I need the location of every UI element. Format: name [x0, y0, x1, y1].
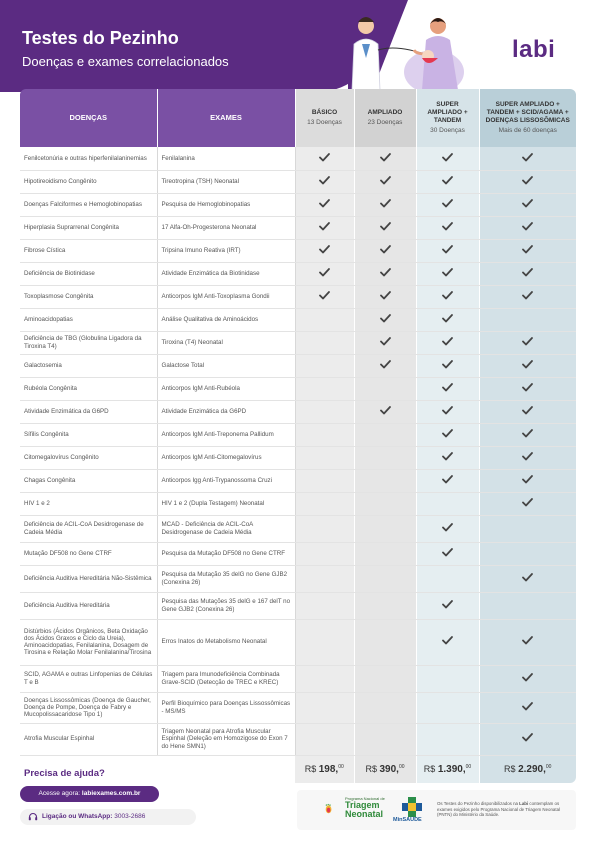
- exam-cell: Triagem Neonatal para Atrofia Muscular Espinhal (Deleção em Homozigose do Exon 7 do Hene SMN1): [157, 723, 295, 755]
- check-cell: [295, 565, 354, 592]
- plan-count: 13 Doenças: [307, 119, 342, 126]
- check-cell: [479, 262, 576, 285]
- check-icon: [319, 199, 330, 208]
- check-cell: [295, 665, 354, 692]
- check-cell: [354, 308, 416, 331]
- disease-cell: Deficiência Auditiva Hereditária: [20, 592, 157, 619]
- disease-cell: Citomegalovírus Congênito: [20, 446, 157, 469]
- check-cell: [416, 354, 479, 377]
- check-cell: [295, 619, 354, 665]
- exam-cell: HIV 1 e 2 (Dupla Testagem) Neonatal: [157, 492, 295, 515]
- check-icon: [380, 268, 391, 277]
- doctor-baby-illustration: [338, 14, 478, 90]
- check-cell: [354, 469, 416, 492]
- disease-cell: Fenilcetonúria e outras hiperfenilalaninemias: [20, 147, 157, 170]
- check-cell: [295, 193, 354, 216]
- check-icon: [522, 245, 533, 254]
- check-cell: [416, 469, 479, 492]
- check-icon: [442, 314, 453, 323]
- plan-count: 23 Doenças: [367, 119, 403, 126]
- check-icon: [380, 360, 391, 369]
- check-cell: [295, 147, 354, 170]
- check-cell: [416, 308, 479, 331]
- check-cell: [295, 400, 354, 423]
- check-cell: [479, 216, 576, 239]
- disease-cell: Hipotireoidismo Congênito: [20, 170, 157, 193]
- exam-cell: Pesquisa das Mutações 35 delG e 167 delT no Gene GJB2 (Conexina 26): [157, 592, 295, 619]
- tn-logo-text: Triagem Neonatal: [345, 800, 384, 819]
- column-header-super-ampliado-tandem: [416, 89, 479, 147]
- column-header-super-ampliado-full: [479, 89, 576, 147]
- check-cell: [416, 147, 479, 170]
- check-cell: [295, 692, 354, 723]
- check-cell: [295, 239, 354, 262]
- exam-cell: Erros Inatos do Metabolismo Neonatal: [157, 619, 295, 665]
- check-icon: [522, 452, 533, 461]
- disease-cell: Distúrbios (Ácidos Orgânicos, Beta Oxidação dos Ácidos Graxos e Ciclo da Ureia), Aminoacidopatias, Fenilalanina, Dosagem de Tirosina e Relação Molar Fenilalanina/Tirosina: [20, 619, 157, 665]
- check-cell: [354, 446, 416, 469]
- price-basico: R$ 198,00: [295, 755, 354, 783]
- check-cell: [416, 492, 479, 515]
- check-cell: [416, 216, 479, 239]
- check-icon: [319, 291, 330, 300]
- check-cell: [479, 331, 576, 354]
- plan-name: SUPER AMPLIADO + TANDEM: [427, 100, 468, 124]
- check-icon: [380, 291, 391, 300]
- page-subtitle: Doenças e exames correlacionados: [22, 54, 229, 69]
- check-icon: [442, 268, 453, 277]
- triagem-neonatal-foot-icon: [325, 798, 345, 820]
- check-icon: [522, 337, 533, 346]
- check-cell: [295, 469, 354, 492]
- disease-cell: Hiperplasia Suprarrenal Congênita: [20, 216, 157, 239]
- check-icon: [380, 314, 391, 323]
- check-icon: [442, 291, 453, 300]
- check-icon: [380, 153, 391, 162]
- check-cell: [479, 723, 576, 755]
- column-header-doencas: DOENÇAS: [20, 89, 157, 147]
- table-row: [20, 239, 576, 262]
- check-cell: [479, 239, 576, 262]
- page-title: Testes do Pezinho: [22, 28, 179, 48]
- check-cell: [295, 377, 354, 400]
- check-cell: [416, 331, 479, 354]
- exam-cell: Atividade Enzimática da G6PD: [157, 400, 295, 423]
- check-icon: [442, 523, 453, 532]
- check-cell: [416, 565, 479, 592]
- disease-cell: Fibrose Cística: [20, 239, 157, 262]
- check-cell: [416, 723, 479, 755]
- price-super-ampliado-tandem: R$ 1.390,00: [416, 755, 479, 783]
- check-icon: [442, 548, 453, 557]
- check-cell: [295, 723, 354, 755]
- disease-cell: Deficiência de Biotinidase: [20, 262, 157, 285]
- table-row: [20, 331, 576, 354]
- disease-cell: Galactosemia: [20, 354, 157, 377]
- disease-exam-table: [20, 89, 576, 783]
- phone-headset-icon: [28, 812, 38, 822]
- table-header-row: [20, 89, 576, 147]
- exam-cell: Análise Qualitativa de Aminoácidos: [157, 308, 295, 331]
- footer-note: Os Testes do Pezinho disponibilizados na Labi contemplam os exames exigidos pelo Programa Nacional de Triagem Neonatal (PNTN) do Ministério da Saúde.: [437, 801, 561, 818]
- check-cell: [479, 354, 576, 377]
- table-row: [20, 592, 576, 619]
- disease-cell: Rubéola Congênita: [20, 377, 157, 400]
- check-cell: [295, 308, 354, 331]
- disease-cell: Deficiência de TBG (Globulina Ligadora da Tiroxina T4): [20, 331, 157, 354]
- check-cell: [295, 446, 354, 469]
- table-row: [20, 542, 576, 565]
- exam-cell: Perfil Bioquímico para Doenças Lissossômicas - MS/MS: [157, 692, 295, 723]
- table-row: [20, 377, 576, 400]
- exam-cell: Anticorpos IgM Anti-Citomegalovírus: [157, 446, 295, 469]
- exam-cell: Anticorpos IgM Anti-Toxoplasma Gondii: [157, 285, 295, 308]
- table-row: [20, 565, 576, 592]
- check-cell: [479, 492, 576, 515]
- check-cell: [295, 542, 354, 565]
- check-cell: [479, 592, 576, 619]
- column-header-exames: EXAMES: [157, 89, 295, 147]
- check-cell: [416, 239, 479, 262]
- table-row: [20, 147, 576, 170]
- check-cell: [354, 354, 416, 377]
- disease-cell: Atividade Enzimática da G6PD: [20, 400, 157, 423]
- check-icon: [442, 245, 453, 254]
- check-cell: [416, 170, 479, 193]
- column-header-basico: [295, 89, 354, 147]
- check-cell: [416, 542, 479, 565]
- check-icon: [442, 383, 453, 392]
- check-cell: [479, 619, 576, 665]
- check-cell: [479, 469, 576, 492]
- check-cell: [479, 565, 576, 592]
- check-cell: [479, 515, 576, 542]
- check-cell: [354, 619, 416, 665]
- check-cell: [416, 193, 479, 216]
- table-row: [20, 308, 576, 331]
- check-icon: [522, 733, 533, 742]
- exam-cell: Atividade Enzimática da Biotinidase: [157, 262, 295, 285]
- check-cell: [295, 492, 354, 515]
- check-icon: [380, 222, 391, 231]
- check-cell: [479, 542, 576, 565]
- disease-cell: Deficiência Auditiva Hereditária Não-Sistêmica: [20, 565, 157, 592]
- disease-cell: Mutação DF508 no Gene CTRF: [20, 542, 157, 565]
- disease-cell: Atrofia Muscular Espinhal: [20, 723, 157, 755]
- table-row: [20, 619, 576, 665]
- check-cell: [354, 331, 416, 354]
- check-icon: [442, 636, 453, 645]
- check-cell: [354, 216, 416, 239]
- check-cell: [295, 354, 354, 377]
- disease-cell: Toxoplasmose Congênita: [20, 285, 157, 308]
- table-row: [20, 400, 576, 423]
- check-icon: [522, 406, 533, 415]
- check-cell: [416, 515, 479, 542]
- website-link-button[interactable]: [20, 786, 159, 802]
- check-cell: [354, 262, 416, 285]
- check-cell: [295, 262, 354, 285]
- plan-count: Mais de 60 doenças: [498, 127, 557, 135]
- check-icon: [319, 245, 330, 254]
- check-icon: [442, 337, 453, 346]
- price-super-ampliado-full: R$ 2.290,00: [479, 755, 576, 783]
- disease-cell: Deficiência de ACIL-CoA Desidrogenase de Cadeia Média: [20, 515, 157, 542]
- exam-cell: Tripsina Imuno Reativa (IRT): [157, 239, 295, 262]
- check-icon: [380, 337, 391, 346]
- table-row: [20, 285, 576, 308]
- disease-cell: SCID, AGAMA e outras Linfopenias de Células T e B: [20, 665, 157, 692]
- exam-cell: Anticorpos Igg Anti-Trypanossoma Cruzi: [157, 469, 295, 492]
- check-icon: [522, 176, 533, 185]
- check-icon: [319, 222, 330, 231]
- check-cell: [416, 619, 479, 665]
- check-icon: [522, 383, 533, 392]
- help-title: Precisa de ajuda?: [24, 768, 105, 779]
- check-cell: [354, 592, 416, 619]
- column-header-ampliado: [354, 89, 416, 147]
- check-cell: [295, 515, 354, 542]
- table-row: [20, 193, 576, 216]
- check-cell: [479, 308, 576, 331]
- check-cell: [295, 592, 354, 619]
- check-cell: [354, 285, 416, 308]
- ministry-health-cross-icon: [401, 796, 423, 818]
- plan-count: 30 Doenças: [430, 127, 465, 135]
- check-icon: [522, 429, 533, 438]
- check-icon: [319, 153, 330, 162]
- whatsapp-number: 3003-2686: [114, 813, 146, 820]
- check-cell: [354, 542, 416, 565]
- check-cell: [479, 665, 576, 692]
- check-cell: [354, 423, 416, 446]
- exam-cell: Pesquisa de Hemoglobinopatias: [157, 193, 295, 216]
- check-cell: [416, 377, 479, 400]
- check-cell: [479, 423, 576, 446]
- exam-cell: MCAD - Deficiência de ACIL-CoA Desidrogenase de Cadeia Média: [157, 515, 295, 542]
- check-cell: [416, 665, 479, 692]
- check-icon: [522, 268, 533, 277]
- table-row: [20, 492, 576, 515]
- disease-cell: Doenças Lissossômicas (Doença de Gaucher, Doença de Pompe, Doença de Fabry e Mucopolissacaridose Tipo 1): [20, 692, 157, 723]
- check-cell: [479, 170, 576, 193]
- check-cell: [479, 147, 576, 170]
- check-icon: [442, 600, 453, 609]
- exam-cell: Pesquisa da Mutação 35 delG no Gene GJB2 (Conexina 26): [157, 565, 295, 592]
- table-row: [20, 216, 576, 239]
- check-icon: [522, 199, 533, 208]
- exam-cell: 17 Alfa-Oh-Progesterona Neonatal: [157, 216, 295, 239]
- check-cell: [354, 665, 416, 692]
- check-icon: [319, 176, 330, 185]
- table-row: [20, 423, 576, 446]
- exam-cell: Fenilalanina: [157, 147, 295, 170]
- check-icon: [380, 176, 391, 185]
- check-icon: [522, 636, 533, 645]
- check-cell: [479, 193, 576, 216]
- disease-cell: Sífilis Congênita: [20, 423, 157, 446]
- table-row: [20, 354, 576, 377]
- table-row: [20, 692, 576, 723]
- exam-cell: Galactose Total: [157, 354, 295, 377]
- check-icon: [380, 245, 391, 254]
- tn-small-label: Programa Nacional de: [345, 796, 385, 801]
- exam-cell: Anticorpos IgM Anti-Rubéola: [157, 377, 295, 400]
- check-cell: [479, 446, 576, 469]
- check-cell: [354, 723, 416, 755]
- check-icon: [522, 222, 533, 231]
- check-cell: [416, 692, 479, 723]
- check-cell: [479, 377, 576, 400]
- check-cell: [479, 692, 576, 723]
- check-cell: [354, 239, 416, 262]
- check-cell: [354, 492, 416, 515]
- price-ampliado: R$ 390,00: [354, 755, 416, 783]
- check-cell: [295, 216, 354, 239]
- check-icon: [522, 291, 533, 300]
- exam-cell: Anticorpos IgM Anti-Treponema Pallidum: [157, 423, 295, 446]
- check-cell: [354, 170, 416, 193]
- check-icon: [442, 406, 453, 415]
- check-icon: [442, 153, 453, 162]
- check-cell: [354, 400, 416, 423]
- check-cell: [354, 565, 416, 592]
- website-link[interactable]: labiexames.com.br: [81, 790, 141, 797]
- check-icon: [522, 498, 533, 507]
- whatsapp-button[interactable]: [20, 809, 196, 825]
- check-cell: [416, 592, 479, 619]
- check-icon: [522, 673, 533, 682]
- check-cell: [354, 377, 416, 400]
- check-icon: [442, 429, 453, 438]
- check-cell: [416, 423, 479, 446]
- table-row: [20, 665, 576, 692]
- check-cell: [354, 692, 416, 723]
- check-icon: [522, 360, 533, 369]
- disease-cell: Aminoacidopatias: [20, 308, 157, 331]
- check-icon: [319, 268, 330, 277]
- table-row: [20, 170, 576, 193]
- plan-name: AMPLIADO: [367, 108, 403, 116]
- check-cell: [416, 400, 479, 423]
- ministry-label: MinSAÚDE: [393, 817, 422, 823]
- check-icon: [442, 452, 453, 461]
- table-row: [20, 469, 576, 492]
- check-cell: [295, 170, 354, 193]
- check-icon: [442, 222, 453, 231]
- check-icon: [442, 176, 453, 185]
- check-icon: [522, 475, 533, 484]
- disease-cell: Chagas Congênita: [20, 469, 157, 492]
- exam-cell: Pesquisa da Mutação DF508 no Gene CTRF: [157, 542, 295, 565]
- exam-cell: Tireotropina (TSH) Neonatal: [157, 170, 295, 193]
- footer-box: [297, 790, 576, 830]
- plan-name: BÁSICO: [311, 108, 338, 116]
- disease-cell: HIV 1 e 2: [20, 492, 157, 515]
- check-cell: [295, 285, 354, 308]
- exam-cell: Tiroxina (T4) Neonatal: [157, 331, 295, 354]
- labi-logo: labi: [512, 36, 556, 63]
- access-prefix: Acesse agora:: [38, 790, 81, 797]
- check-cell: [416, 446, 479, 469]
- check-cell: [416, 262, 479, 285]
- table-row: [20, 515, 576, 542]
- check-cell: [479, 285, 576, 308]
- check-icon: [442, 475, 453, 484]
- check-icon: [522, 702, 533, 711]
- exam-cell: Triagem para Imunodeficiência Combinada Grave-SCID (Detecção de TREC e KREC): [157, 665, 295, 692]
- whatsapp-prefix: Ligação ou WhatsApp:: [42, 813, 113, 820]
- table-row: [20, 446, 576, 469]
- check-cell: [354, 193, 416, 216]
- disease-cell: Doenças Falciformes e Hemoglobinopatias: [20, 193, 157, 216]
- table-row: [20, 262, 576, 285]
- check-icon: [522, 153, 533, 162]
- check-icon: [442, 360, 453, 369]
- check-cell: [354, 515, 416, 542]
- check-cell: [416, 285, 479, 308]
- check-icon: [442, 199, 453, 208]
- check-cell: [479, 400, 576, 423]
- check-cell: [295, 331, 354, 354]
- table-row: [20, 723, 576, 755]
- check-icon: [380, 406, 391, 415]
- check-icon: [380, 199, 391, 208]
- check-icon: [522, 573, 533, 582]
- plan-name: SUPER AMPLIADO + TANDEM + SCID/AGAMA + DOENÇAS LISSOSÔMICAS: [485, 100, 570, 124]
- check-cell: [295, 423, 354, 446]
- check-cell: [354, 147, 416, 170]
